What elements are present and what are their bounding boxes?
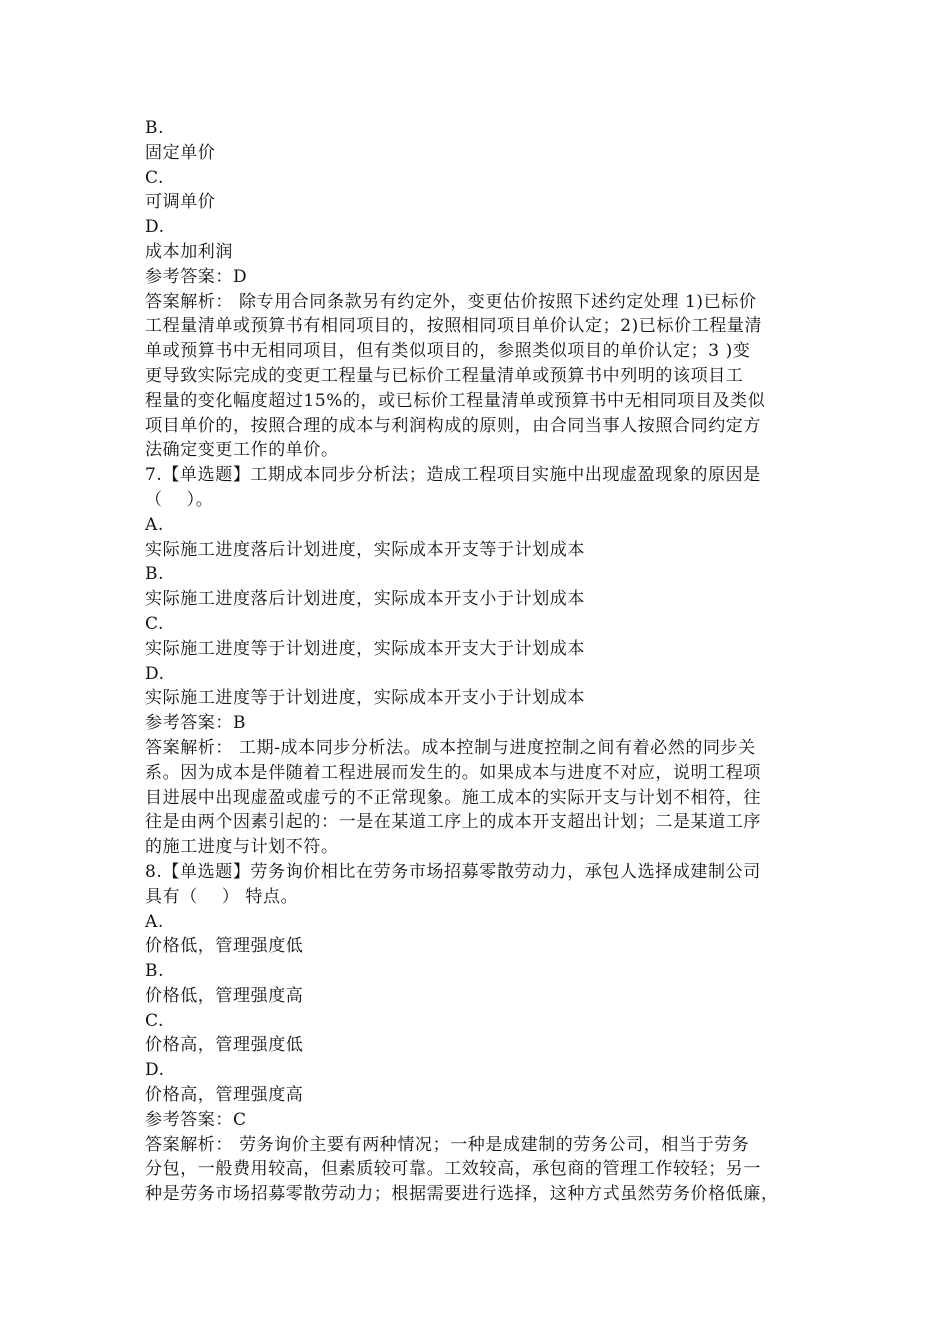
answer-explanation-line: 答案解析： 劳务询价主要有两种情况；一种是成建制的劳务公司，相当于劳务 (145, 1134, 750, 1155)
question-7-stem: 7.【单选题】工期成本同步分析法；造成工程项目实施中出现虚盈现象的原因是 (145, 465, 761, 486)
answer-explanation-line: 目进展中出现虚盈或虚亏的不正常现象。施工成本的实际开支与计划不相符，往 (145, 787, 761, 808)
reference-answer: 参考答案：B (145, 713, 247, 734)
option-text: 实际施工进度等于计划进度，实际成本开支小于计划成本 (145, 688, 585, 709)
option-label-a: A. (145, 514, 164, 535)
answer-explanation-line: 法确定变更工作的单价。 (145, 440, 339, 461)
answer-explanation-line: 更导致实际完成的变更工程量与已标价工程量清单或预算书中列明的该项目工 (145, 365, 744, 386)
option-label-c: C. (145, 167, 165, 188)
reference-answer: 参考答案：D (145, 266, 248, 287)
answer-explanation-line: 系。因为成本是伴随着工程进展而发生的。如果成本与进度不对应，说明工程项 (145, 762, 761, 783)
answer-explanation-line: 答案解析： 工期-成本同步分析法。成本控制与进度控制之间有着必然的同步关 (145, 737, 756, 758)
option-text: 固定单价 (145, 142, 216, 163)
answer-explanation-line: 往是由两个因素引起的：一是在某道工序上的成本开支超出计划；二是某道工序 (145, 812, 761, 833)
answer-explanation-line: 项目单价的，按照合理的成本与利润构成的原则，由合同当事人按照合同约定方 (145, 415, 761, 436)
answer-explanation-line: 答案解析： 除专用合同条款另有约定外，变更估价按照下述约定处理 1)已标价 (145, 291, 757, 312)
option-text: 价格高，管理强度低 (145, 1035, 304, 1056)
option-text: 价格高，管理强度高 (145, 1085, 304, 1106)
answer-explanation-line: 工程量清单或预算书有相同项目的，按照相同项目单价认定；2)已标价工程量清 (145, 316, 763, 337)
question-7-stem: （ ）。 (145, 489, 214, 510)
option-text: 价格低，管理强度高 (145, 985, 304, 1006)
option-text: 价格低，管理强度低 (145, 936, 304, 957)
option-label-d: D. (145, 217, 165, 238)
option-text: 实际施工进度落后计划进度，实际成本开支小于计划成本 (145, 589, 585, 610)
answer-explanation-line: 种是劳务市场招募零散劳动力；根据需要进行选择，这种方式虽然劳务价格低廉， (145, 1184, 779, 1205)
answer-explanation-line: 分包，一般费用较高，但素质较可靠。工效较高，承包商的管理工作较轻；另一 (145, 1159, 761, 1180)
option-label-d: D. (145, 663, 165, 684)
question-8-stem: 8.【单选题】劳务询价相比在劳务市场招募零散劳动力，承包人选择成建制公司 (145, 861, 761, 882)
answer-explanation-line: 的施工进度与计划不符。 (145, 837, 339, 858)
answer-explanation-line: 程量的变化幅度超过15%的，或已标价工程量清单或预算书中无相同项目及类似 (145, 390, 766, 411)
option-label-d: D. (145, 1060, 165, 1081)
option-text: 可调单价 (145, 192, 216, 213)
option-label-b: B. (145, 961, 165, 982)
option-label-b: B. (145, 118, 165, 138)
option-label-a: A. (145, 911, 164, 932)
document-content (145, 116, 825, 1207)
question-8-stem: 具有（ ） 特点。 (145, 886, 299, 907)
option-label-b: B. (145, 564, 165, 585)
answer-explanation-line: 单或预算书中无相同项目，但有类似项目的，参照类似项目的单价认定；3 )变 (145, 341, 751, 362)
option-text: 实际施工进度等于计划进度，实际成本开支大于计划成本 (145, 638, 585, 659)
option-text: 实际施工进度落后计划进度，实际成本开支等于计划成本 (145, 539, 585, 560)
option-label-c: C. (145, 1010, 165, 1031)
option-text: 成本加利润 (145, 241, 233, 262)
option-label-c: C. (145, 613, 165, 634)
reference-answer: 参考答案：C (145, 1109, 247, 1130)
